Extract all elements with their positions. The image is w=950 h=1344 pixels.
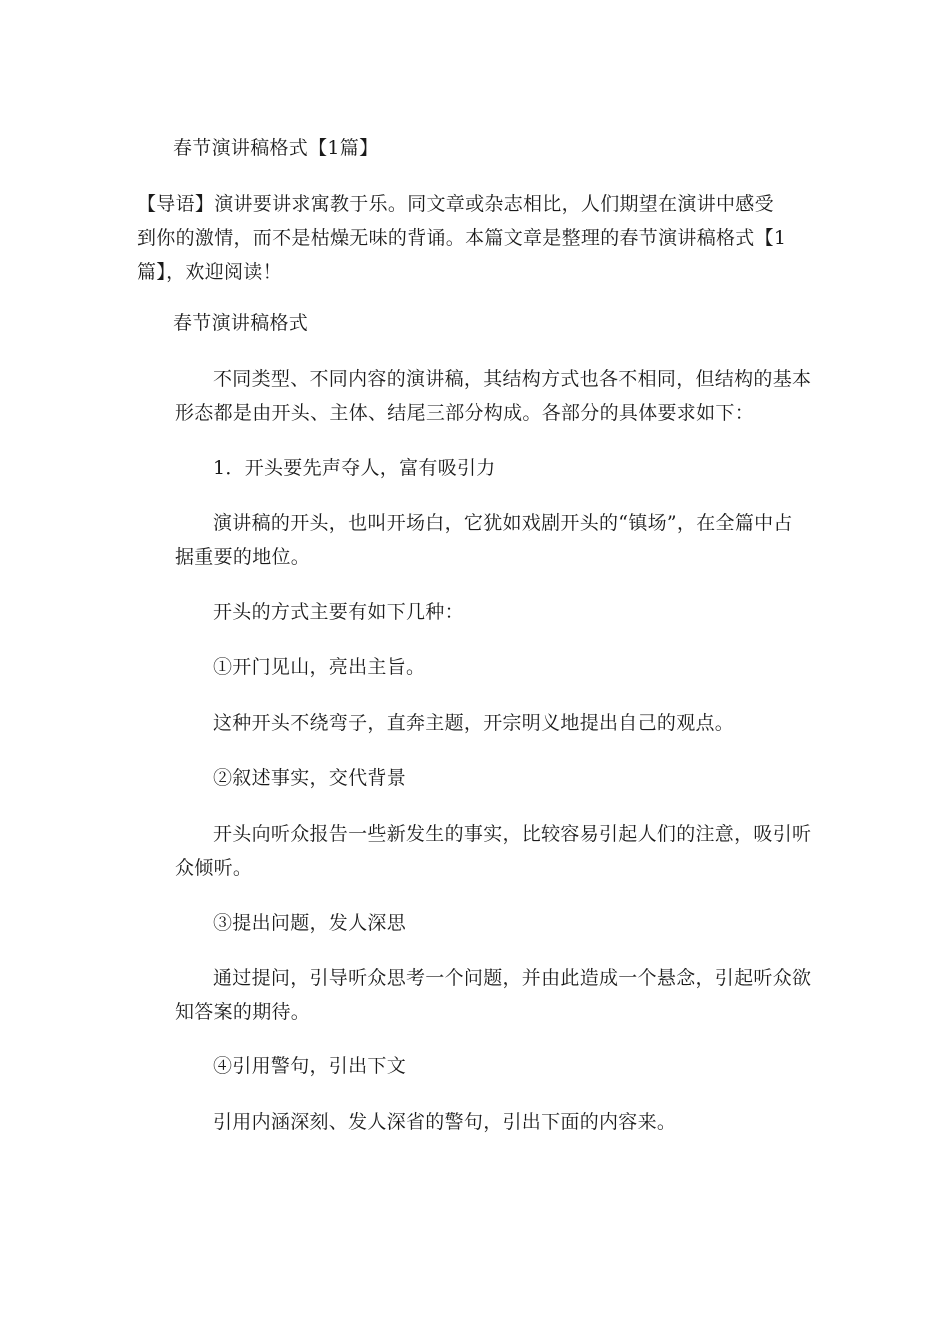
opening-line-2: 据重要的地位。 bbox=[175, 546, 311, 568]
document-title: 春节演讲稿格式【1篇】 bbox=[173, 137, 379, 159]
opening-line-1: 演讲稿的开头，也叫开场白，它犹如戏剧开头的“镇场”，在全篇中占 bbox=[213, 512, 793, 534]
method-1-description: 这种开头不绕弯子，直奔主题，开宗明义地提出自己的观点。 bbox=[213, 712, 735, 734]
section-heading: 春节演讲稿格式 bbox=[173, 312, 309, 334]
method-1-title: ①开门见山，亮出主旨。 bbox=[213, 656, 426, 678]
intro-line-3: 篇】，欢迎阅读！ bbox=[137, 261, 282, 283]
opening-methods-intro: 开头的方式主要有如下几种： bbox=[213, 601, 464, 623]
opening-paragraph bbox=[175, 506, 793, 574]
method-4-description: 引用内涵深刻、发人深省的警句，引出下面的内容来。 bbox=[213, 1111, 677, 1133]
structure-paragraph bbox=[175, 362, 811, 430]
method-3-line-1: 通过提问，引导听众思考一个问题，并由此造成一个悬念，引起听众欲 bbox=[213, 967, 812, 989]
method-4-title: ④引用警句，引出下文 bbox=[213, 1055, 407, 1077]
structure-line-1: 不同类型、不同内容的演讲稿，其结构方式也各不相同，但结构的基本 bbox=[213, 368, 812, 390]
intro-paragraph bbox=[137, 187, 786, 289]
method-3-description bbox=[175, 961, 811, 1029]
intro-line-1: 【导语】演讲要讲求寓教于乐。同文章或杂志相比，人们期望在演讲中感受 bbox=[137, 193, 774, 215]
method-2-title: ②叙述事实，交代背景 bbox=[213, 767, 407, 789]
method-2-description bbox=[175, 817, 811, 885]
method-2-line-1: 开头向听众报告一些新发生的事实，比较容易引起人们的注意，吸引听 bbox=[213, 823, 812, 845]
method-3-title: ③提出问题，发人深思 bbox=[213, 912, 407, 934]
method-2-line-2: 众倾听。 bbox=[175, 857, 253, 879]
method-3-line-2: 知答案的期待。 bbox=[175, 1001, 311, 1023]
item-heading-opening: 1．开头要先声夺人，富有吸引力 bbox=[213, 457, 496, 479]
structure-line-2: 形态都是由开头、主体、结尾三部分构成。各部分的具体要求如下： bbox=[175, 402, 755, 424]
intro-line-2: 到你的激情，而不是枯燥无味的背诵。本篇文章是整理的春节演讲稿格式【1 bbox=[137, 227, 787, 249]
